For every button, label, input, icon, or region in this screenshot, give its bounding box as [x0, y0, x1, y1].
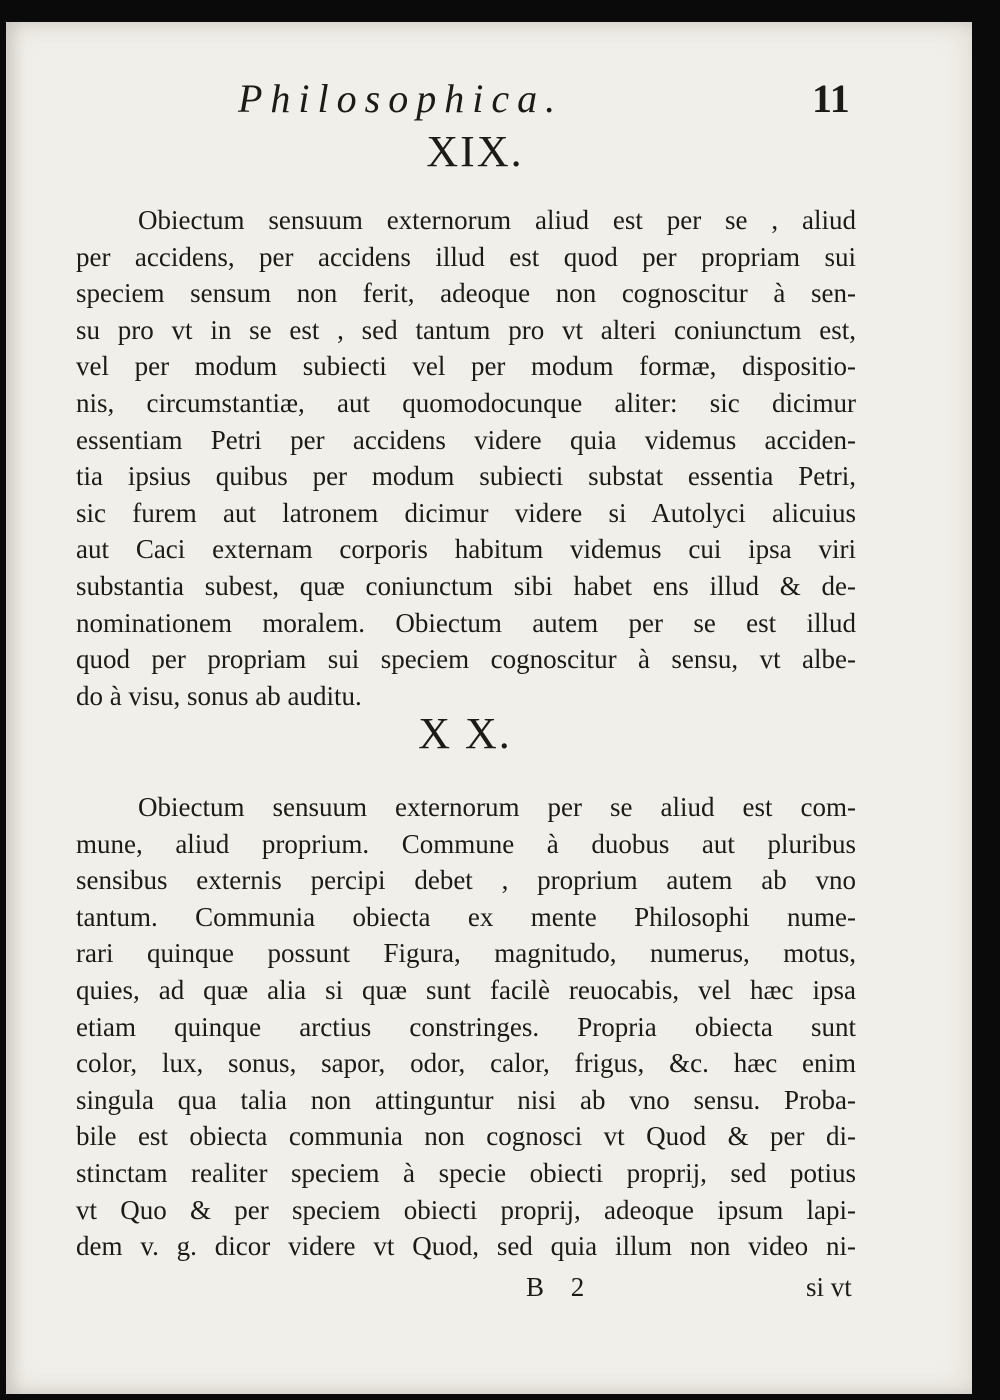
text-line: singula qua talia non attinguntur nisi ab vno sensu. Proba-	[76, 1084, 856, 1115]
paragraph-xx	[76, 789, 856, 1265]
running-head-title: Philosophica.	[238, 76, 564, 121]
paragraph-xix	[76, 202, 856, 714]
page-number: 11	[812, 76, 850, 121]
text-line: per accidens, per accidens illud est quod per propriam sui	[76, 241, 856, 272]
text-line: su pro vt in se est , sed tantum pro vt alteri coniunctum est,	[76, 314, 856, 345]
text-line: color, lux, sonus, sapor, odor, calor, frigus, &c. hæc enim	[76, 1048, 856, 1079]
text-line: quies, ad quæ alia si quæ sunt facilè reuocabis, vel hæc ipsa	[76, 974, 856, 1005]
text-line: nominationem moralem. Obiectum autem per se est illud	[76, 607, 856, 638]
text-line: vel per modum subiecti vel per modum formæ, dispositio-	[76, 351, 856, 382]
text-line: Obiectum sensuum externorum aliud est per se , aliud	[138, 205, 856, 235]
text-line: rari quinque possunt Figura, magnitudo, numerus, motus,	[76, 938, 856, 969]
catchword: si vt	[806, 1272, 852, 1302]
book-page	[6, 22, 972, 1394]
text-line: dem v. g. dicor videre vt Quod, sed quia illum non video ni-	[76, 1231, 856, 1262]
text-line: substantia subest, quæ coniunctum sibi habet ens illud & de-	[76, 570, 856, 601]
section-heading-xix: XIX.	[426, 127, 524, 176]
text-line: nis, circumstantiæ, aut quomodocunque aliter: sic dicimur	[76, 387, 856, 418]
signature-mark: B 2	[526, 1272, 595, 1302]
text-line: Obiectum sensuum externorum per se aliud est com-	[138, 792, 856, 822]
text-line: sensibus externis percipi debet , proprium autem ab vno	[76, 865, 856, 896]
text-line: tia ipsius quibus per modum subiecti substat essentia Petri,	[76, 461, 856, 492]
page-footer	[6, 1272, 972, 1312]
text-line: quod per propriam sui speciem cognoscitur à sensu, vt albe-	[76, 644, 856, 675]
text-line: sic furem aut latronem dicimur videre si Autolyci alicuius	[76, 497, 856, 528]
text-line: do à visu, sonus ab auditu.	[76, 680, 362, 711]
text-line: mune, aliud proprium. Commune à duobus aut pluribus	[76, 828, 856, 859]
text-line: vt Quo & per speciem obiecti proprij, adeoque ipsum lapi-	[76, 1194, 856, 1225]
section-heading-xx: X X.	[418, 709, 512, 758]
text-line: essentiam Petri per accidens videre quia videmus acciden-	[76, 424, 856, 455]
text-line: speciem sensum non ferit, adeoque non cognoscitur à sen-	[76, 278, 856, 309]
text-line: etiam quinque arctius constringes. Propria obiecta sunt	[76, 1011, 856, 1042]
text-line: tantum. Communia obiecta ex mente Philosophi nume-	[76, 901, 856, 932]
running-head	[6, 74, 972, 124]
text-line: stinctam realiter speciem à specie obiecti proprij, sed potius	[76, 1157, 856, 1188]
text-line: bile est obiecta communia non cognosci vt Quod & per di-	[76, 1121, 856, 1152]
text-line: aut Caci externam corporis habitum videmus cui ipsa viri	[76, 534, 856, 565]
